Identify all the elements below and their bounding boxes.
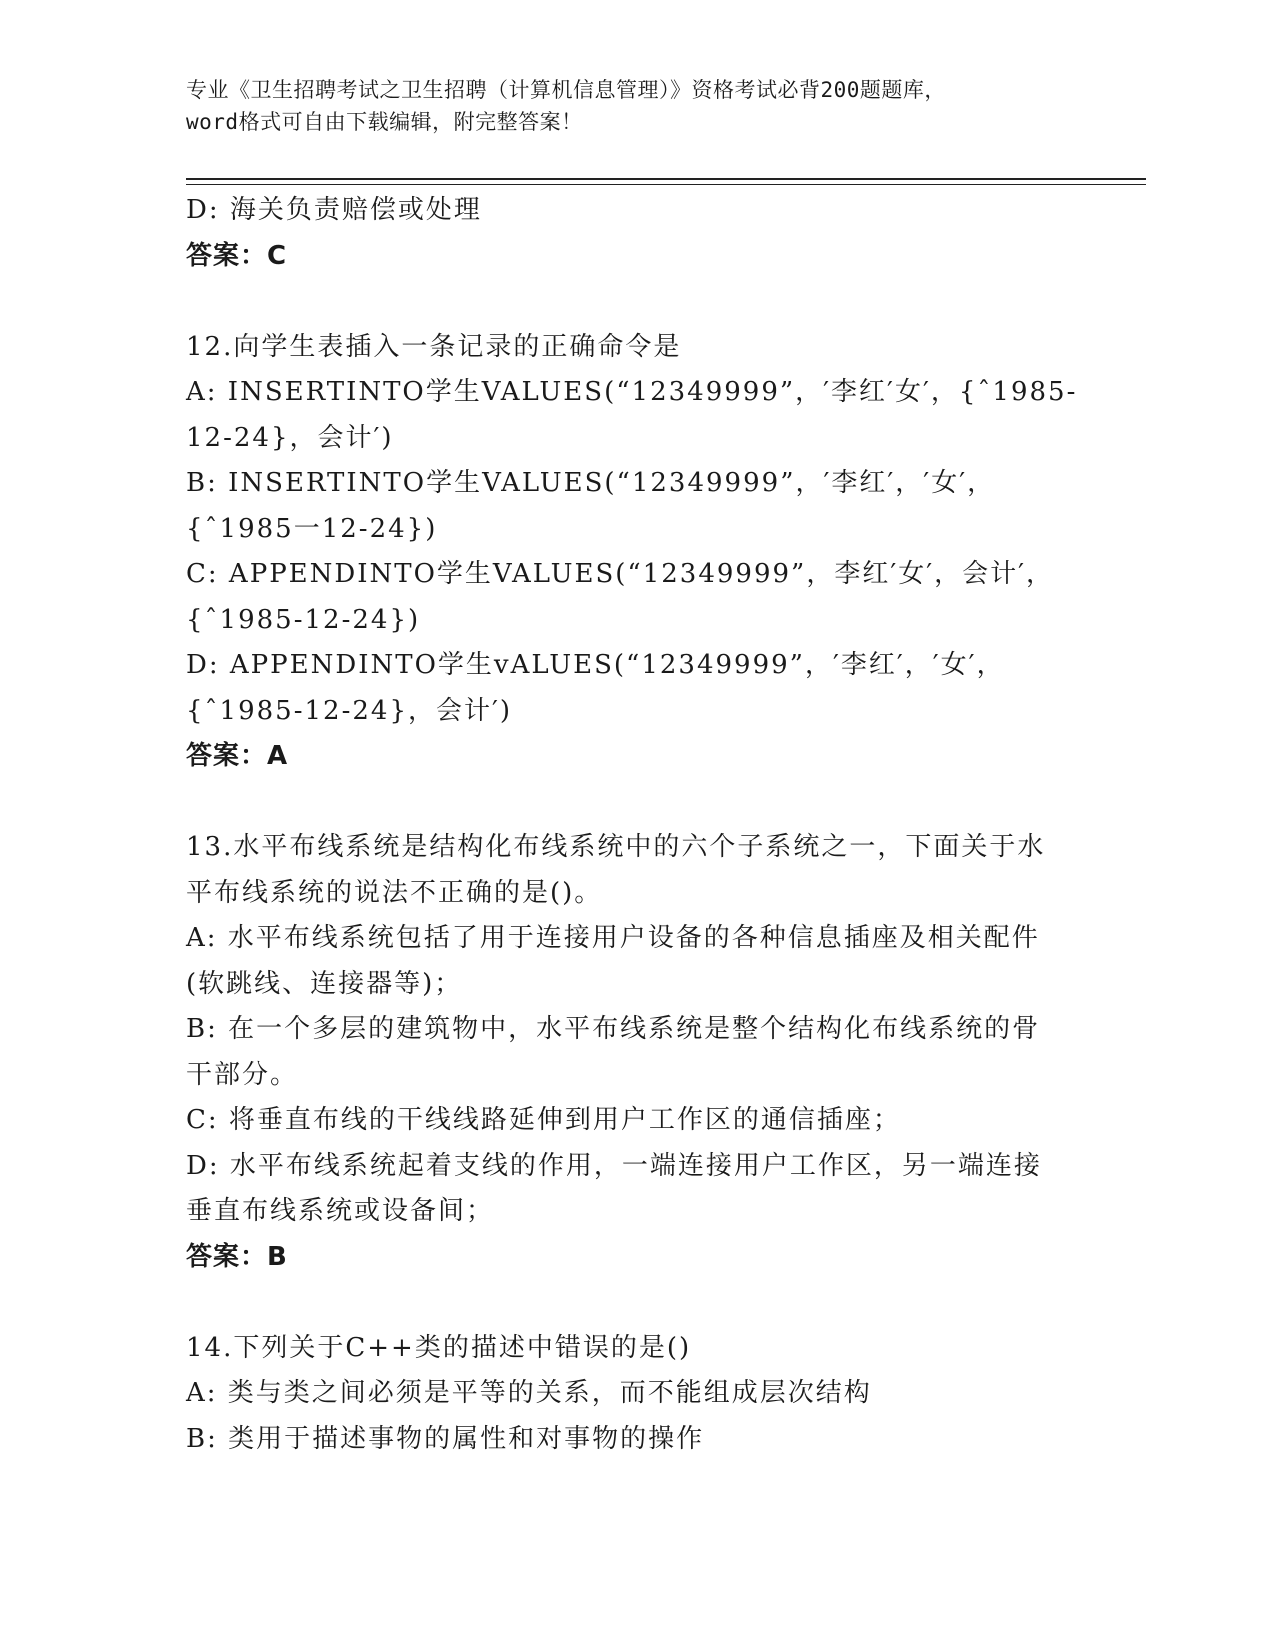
spacer bbox=[186, 279, 1086, 325]
document-body bbox=[186, 188, 1086, 1462]
q13-option-b-line-1: B: 在一个多层的建筑物中，水平布线系统是整个结构化布线系统的骨 bbox=[186, 1014, 1041, 1044]
q12-option-b-line-1: B: INSERTINTO学生VALUES(“12349999”，′李红′，′女′， bbox=[186, 468, 996, 498]
header-rule-thin bbox=[186, 184, 1146, 185]
q14-question: 14.下列关于C++类的描述中错误的是() bbox=[186, 1332, 692, 1363]
q12-option-b-line-2: {ˆ1985一12-24}) bbox=[186, 513, 438, 544]
q14-option-b: B: 类用于描述事物的属性和对事物的操作 bbox=[186, 1423, 705, 1454]
q14-option-a: A: 类与类之间必须是平等的关系，而不能组成层次结构 bbox=[186, 1378, 872, 1408]
q13-option-d-line-1: D: 水平布线系统起着支线的作用，一端连接用户工作区，另一端连接 bbox=[186, 1150, 1042, 1181]
spacer bbox=[186, 1280, 1086, 1326]
q12-option-c-line-1: C: APPENDINTO学生VALUES(“12349999”，李红′女′，会计′， bbox=[186, 559, 1055, 589]
q11-option-d: D: 海关负责赔偿或处理 bbox=[186, 195, 482, 225]
q11-answer: 答案：C bbox=[186, 240, 288, 271]
q13-option-a-line-1: A: 水平布线系统包括了用于连接用户设备的各种信息插座及相关配件 bbox=[186, 923, 1040, 953]
q12-option-d-line-1: D: APPENDINTO学生vALUES(“12349999”，′李红′，′女′， bbox=[186, 650, 1005, 680]
q12-option-a-line-2: 12-24}，会计′) bbox=[186, 422, 394, 453]
document-header bbox=[186, 74, 1086, 138]
q13-option-d-line-2: 垂直布线系统或设备间； bbox=[186, 1196, 495, 1226]
header-rule-thick bbox=[186, 178, 1146, 180]
q13-question-line-1: 13.水平布线系统是结构化布线系统中的六个子系统之一，下面关于水 bbox=[186, 832, 1046, 862]
q12-answer: 答案：A bbox=[186, 741, 289, 771]
q12-option-c-line-2: {ˆ1985-12-24}) bbox=[186, 604, 421, 635]
q13-question-line-2: 平布线系统的说法不正确的是()。 bbox=[186, 877, 603, 908]
q12-option-a-line-1: A: INSERTINTO学生VALUES(“12349999”，′李红′女′，{ˆ1985- bbox=[186, 377, 1078, 407]
header-line-1: 专业《卫生招聘考试之卫生招聘（计算机信息管理）》资格考试必背200题题库， bbox=[186, 78, 946, 102]
q13-answer: 答案：B bbox=[186, 1241, 288, 1272]
q13-option-a-line-2: (软跳线、连接器等)； bbox=[186, 968, 463, 999]
q12-question: 12.向学生表插入一条记录的正确命令是 bbox=[186, 331, 682, 362]
spacer bbox=[186, 780, 1086, 826]
q13-option-c: C: 将垂直布线的干线线路延伸到用户工作区的通信插座； bbox=[186, 1105, 901, 1135]
q13-option-b-line-2: 干部分。 bbox=[186, 1059, 299, 1090]
header-line-2: word格式可自由下载编辑，附完整答案！ bbox=[186, 110, 583, 134]
q12-option-d-line-2: {ˆ1985-12-24}，会计′) bbox=[186, 695, 513, 726]
